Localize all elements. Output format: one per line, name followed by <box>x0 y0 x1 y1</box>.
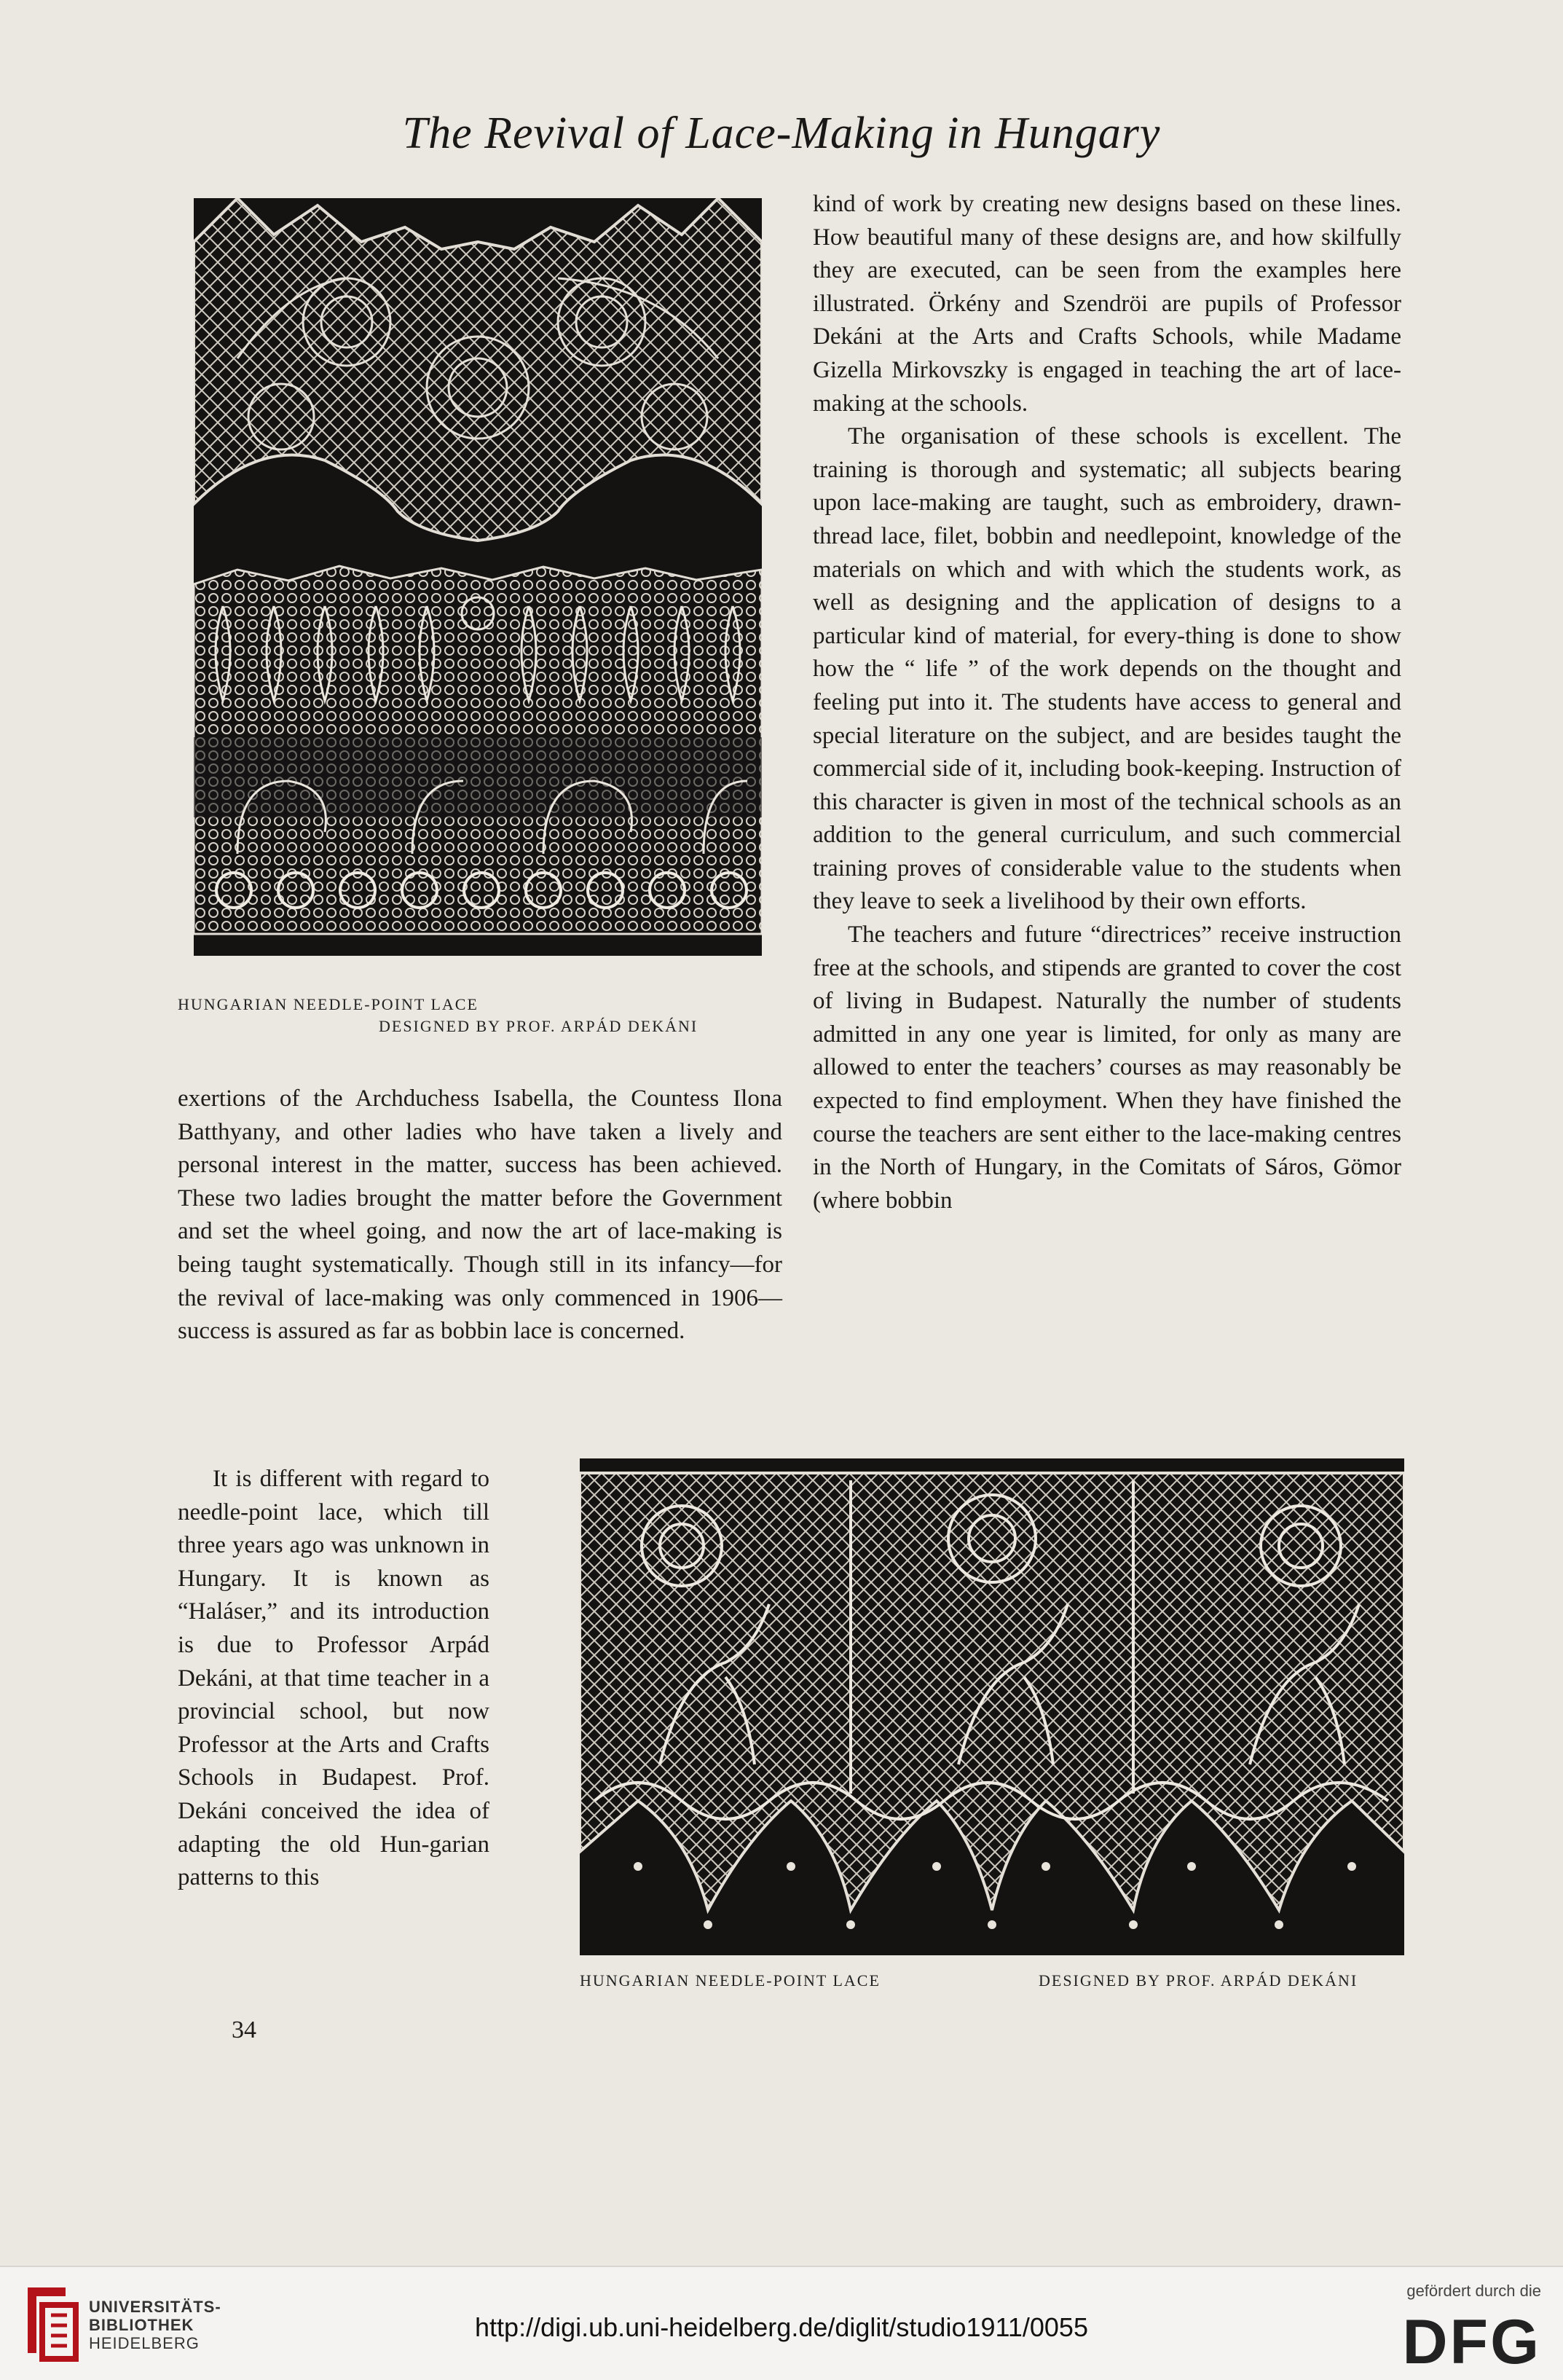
figure-1-caption-line-2: DESIGNED BY PROF. ARPÁD DEKÁNI <box>379 1017 698 1035</box>
figure-2-caption-left: HUNGARIAN NEEDLE-POINT LACE <box>580 1971 881 1990</box>
funding-note: gefördert durch die <box>1406 2282 1541 2300</box>
library-name-line: UNIVERSITÄTS- <box>89 2298 221 2316</box>
paragraph: The organisation of these schools is excellent. The training is thorough and systematic; all subjects bearing upon lace-making are taught, such as embroidery, drawn-thread lace, filet, bobbin and needlepoint, knowledge of the materials on which and with which the students work, as well as designing and the application of designs to a particular kind of material, for every-thing is done to show how the “ life ” of the work depends on the thought and feeling put into it. The students have access to general and special literature on the subject, and are besides taught the commercial side of it, including book-keeping. Instruction of this character is given in most of the technical schools as an addition to the general curriculum, and such commercial training proves of considerable value to the students when they leave to seek a livelihood by their own efforts. <box>813 423 1401 915</box>
paragraph: exertions of the Archduchess Isabella, the Countess Ilona Batthyany, and other ladies who have taken a lively and personal interest in the matter, success has been achieved. These two ladies brought the matter before the Government and set the wheel going, and now the art of lace-making is being taught systematically. Though still in its infancy—for the revival of lace-making was only commenced in 1906—success is assured as far as bobbin lace is concerned. <box>178 1085 782 1345</box>
lace-image-1 <box>194 198 762 956</box>
paragraph: kind of work by creating new designs based on these lines. How beautiful many of these designs are, and how skilfully they are executed, can be seen from the examples here illustrated. Örkény and Szendröi are pupils of Professor Dekáni at the Arts and Crafts Schools, while Madame Gizella Mirkovszky is engaged in teaching the art of lace-making at the schools. <box>813 191 1401 417</box>
library-name-line: HEIDELBERG <box>89 2334 200 2352</box>
dfg-logo: DFG <box>1402 2307 1541 2377</box>
lace-illustration-2 <box>580 1458 1404 1955</box>
page-number: 34 <box>232 2016 256 2043</box>
running-title: The Revival of Lace-Making in Hungary <box>402 109 1161 158</box>
lace-image-2 <box>580 1458 1404 1955</box>
figure-1-caption-line-1: HUNGARIAN NEEDLE-POINT LACE <box>178 995 479 1013</box>
lace-illustration-1 <box>194 198 762 956</box>
left-narrow-column-text <box>178 1463 489 1895</box>
footer-bar <box>0 2266 1563 2380</box>
left-column-text <box>178 1083 782 1348</box>
right-column-text <box>813 188 1401 1217</box>
source-url[interactable]: http://digi.ub.uni-heidelberg.de/diglit/studio1911/0055 <box>475 2312 1088 2342</box>
library-name-line: BIBLIOTHEK <box>89 2316 194 2334</box>
paragraph: The teachers and future “directrices” receive instruction free at the schools, and stipends are granted to cover the cost of living in Budapest. Naturally the number of students admitted in any one year is limited, for only as many are allowed to enter the teachers’ courses as may reasonably be expected to find employment. When they have finished the course the teachers are sent either to the lace-making centres in the North of Hungary, in the Comitats of Sáros, Gömor (where bobbin <box>813 922 1401 1214</box>
figure-2-caption-right: DESIGNED BY PROF. ARPÁD DEKÁNI <box>1039 1971 1358 1990</box>
paragraph: It is different with regard to needle-point lace, which till three years ago was unknown in Hungary. It is known as “Haláser,” and its introduction is due to Professor Arpád Dekáni, at that time teacher in a provincial school, but now Professor at the Arts and Crafts Schools in Budapest. Prof. Dekáni conceived the idea of adapting the old Hun-garian patterns to this <box>178 1466 489 1891</box>
